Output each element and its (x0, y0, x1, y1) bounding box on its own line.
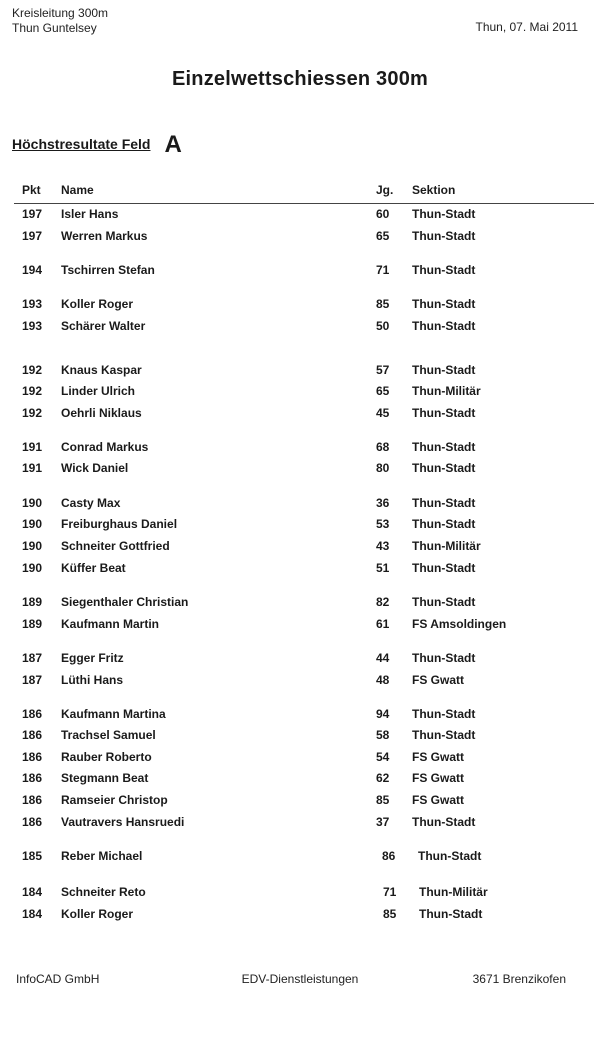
name-cell: Trachsel Samuel (61, 728, 156, 742)
document-date: Thun, 07. Mai 2011 (475, 20, 578, 34)
table-row (0, 461, 600, 479)
table-row (0, 595, 600, 613)
points-cell: 186 (22, 815, 43, 829)
name-cell: Freiburghaus Daniel (61, 517, 178, 531)
birth-year-cell: 58 (376, 728, 390, 742)
birth-year-cell: 53 (376, 517, 390, 531)
column-header-name: Name (61, 183, 94, 197)
birth-year-cell: 82 (376, 595, 390, 609)
birth-year-cell: 85 (376, 793, 390, 807)
birth-year-cell: 43 (376, 539, 390, 553)
column-header-pkt: Pkt (22, 183, 41, 197)
name-cell: Schneiter Reto (61, 885, 146, 899)
birth-year-cell: 50 (376, 319, 390, 333)
section-heading (12, 128, 182, 156)
name-cell: Ramseier Christop (61, 793, 168, 807)
organization-line-2: Thun Guntelsey (12, 21, 97, 35)
table-row (0, 771, 600, 789)
birth-year-cell: 85 (376, 297, 390, 311)
footer-location: 3671 Brenzikofen (472, 972, 566, 986)
table-row (0, 885, 600, 903)
birth-year-cell: 94 (376, 707, 390, 721)
points-cell: 192 (22, 406, 43, 420)
birth-year-cell: 68 (376, 440, 390, 454)
name-cell: Rauber Roberto (61, 750, 152, 764)
section-cell: Thun-Stadt (412, 229, 476, 243)
name-cell: Isler Hans (61, 207, 119, 221)
table-row (0, 849, 600, 867)
birth-year-cell: 44 (376, 651, 390, 665)
section-cell: Thun-Stadt (412, 461, 476, 475)
name-cell: Küffer Beat (61, 561, 126, 575)
points-cell: 186 (22, 771, 43, 785)
table-row (0, 263, 600, 281)
points-cell: 191 (22, 440, 43, 454)
section-cell: FS Amsoldingen (412, 617, 507, 631)
section-letter: A (164, 131, 182, 158)
name-cell: Tschirren Stefan (61, 263, 155, 277)
name-cell: Siegenthaler Christian (61, 595, 189, 609)
points-cell: 185 (22, 849, 43, 863)
section-cell: FS Gwatt (412, 793, 465, 807)
birth-year-cell: 62 (376, 771, 390, 785)
table-row (0, 517, 600, 535)
points-cell: 190 (22, 517, 43, 531)
table-row (0, 297, 600, 315)
section-cell: Thun-Stadt (412, 815, 476, 829)
table-row (0, 793, 600, 811)
section-cell: Thun-Militär (412, 539, 481, 553)
section-cell: Thun-Stadt (412, 496, 476, 510)
table-row (0, 363, 600, 381)
birth-year-cell: 80 (376, 461, 390, 475)
points-cell: 186 (22, 728, 43, 742)
points-cell: 189 (22, 617, 43, 631)
birth-year-cell: 60 (376, 207, 390, 221)
points-cell: 184 (22, 885, 43, 899)
points-cell: 186 (22, 750, 43, 764)
name-cell: Stegmann Beat (61, 771, 149, 785)
points-cell: 192 (22, 384, 43, 398)
footer-company: InfoCAD GmbH (16, 972, 100, 986)
header-rule (14, 203, 594, 204)
points-cell: 194 (22, 263, 43, 277)
points-cell: 192 (22, 363, 43, 377)
section-label: Höchstresultate Feld (12, 136, 151, 152)
table-row (0, 815, 600, 833)
points-cell: 197 (22, 229, 43, 243)
points-cell: 187 (22, 673, 43, 687)
section-cell: Thun-Stadt (418, 849, 482, 863)
name-cell: Koller Roger (61, 907, 134, 921)
name-cell: Schneiter Gottfried (61, 539, 170, 553)
section-cell: Thun-Stadt (412, 363, 476, 377)
section-cell: FS Gwatt (412, 673, 465, 687)
table-row (0, 384, 600, 402)
birth-year-cell: 65 (376, 384, 390, 398)
table-row (0, 651, 600, 669)
birth-year-cell: 85 (383, 907, 397, 921)
points-cell: 193 (22, 297, 43, 311)
name-cell: Koller Roger (61, 297, 134, 311)
table-row (0, 673, 600, 691)
section-cell: Thun-Stadt (412, 207, 476, 221)
section-cell: Thun-Stadt (412, 707, 476, 721)
birth-year-cell: 65 (376, 229, 390, 243)
points-cell: 191 (22, 461, 43, 475)
name-cell: Knaus Kaspar (61, 363, 142, 377)
column-header-jg: Jg. (376, 183, 394, 197)
section-cell: Thun-Stadt (412, 406, 476, 420)
birth-year-cell: 37 (376, 815, 390, 829)
name-cell: Linder Ulrich (61, 384, 136, 398)
organization-line-1: Kreisleitung 300m (12, 6, 109, 20)
name-cell: Reber Michael (61, 849, 143, 863)
table-row (0, 496, 600, 514)
name-cell: Kaufmann Martina (61, 707, 166, 721)
section-cell: Thun-Stadt (412, 651, 476, 665)
table-row (0, 440, 600, 458)
points-cell: 190 (22, 561, 43, 575)
birth-year-cell: 36 (376, 496, 390, 510)
birth-year-cell: 71 (376, 263, 390, 277)
footer-service: EDV-Dienstleistungen (241, 972, 359, 986)
birth-year-cell: 71 (383, 885, 397, 899)
points-cell: 189 (22, 595, 43, 609)
points-cell: 186 (22, 793, 43, 807)
table-row (0, 707, 600, 725)
name-cell: Casty Max (61, 496, 121, 510)
points-cell: 190 (22, 496, 43, 510)
birth-year-cell: 57 (376, 363, 390, 377)
birth-year-cell: 45 (376, 406, 390, 420)
table-row (0, 728, 600, 746)
name-cell: Schärer Walter (61, 319, 146, 333)
table-row (0, 907, 600, 925)
birth-year-cell: 51 (376, 561, 390, 575)
organization-header (12, 6, 108, 36)
section-cell: Thun-Militär (412, 384, 481, 398)
section-cell: FS Gwatt (412, 771, 465, 785)
points-cell: 193 (22, 319, 43, 333)
section-cell: Thun-Stadt (412, 319, 476, 333)
points-cell: 197 (22, 207, 43, 221)
table-row (0, 207, 600, 225)
birth-year-cell: 61 (376, 617, 390, 631)
points-cell: 184 (22, 907, 43, 921)
table-row (0, 406, 600, 424)
name-cell: Oehrli Niklaus (61, 406, 142, 420)
section-cell: Thun-Stadt (412, 561, 476, 575)
birth-year-cell: 48 (376, 673, 390, 687)
column-header-sektion: Sektion (412, 183, 456, 197)
points-cell: 187 (22, 651, 43, 665)
table-row (0, 539, 600, 557)
name-cell: Lüthi Hans (61, 673, 123, 687)
table-row (0, 750, 600, 768)
section-cell: Thun-Stadt (412, 517, 476, 531)
name-cell: Kaufmann Martin (61, 617, 160, 631)
birth-year-cell: 86 (382, 849, 396, 863)
table-row (0, 229, 600, 247)
section-cell: Thun-Stadt (412, 263, 476, 277)
points-cell: 186 (22, 707, 43, 721)
name-cell: Vautravers Hansruedi (61, 815, 185, 829)
section-cell: Thun-Stadt (412, 297, 476, 311)
section-cell: Thun-Militär (419, 885, 488, 899)
table-row (0, 617, 600, 635)
section-cell: Thun-Stadt (412, 440, 476, 454)
table-row (0, 319, 600, 337)
name-cell: Conrad Markus (61, 440, 149, 454)
points-cell: 190 (22, 539, 43, 553)
section-cell: Thun-Stadt (412, 728, 476, 742)
name-cell: Werren Markus (61, 229, 148, 243)
page-title: Einzelwettschiessen 300m (171, 68, 429, 90)
table-row (0, 561, 600, 579)
section-cell: FS Gwatt (412, 750, 465, 764)
section-cell: Thun-Stadt (419, 907, 483, 921)
name-cell: Egger Fritz (61, 651, 124, 665)
name-cell: Wick Daniel (61, 461, 129, 475)
table-header (0, 183, 600, 201)
section-cell: Thun-Stadt (412, 595, 476, 609)
birth-year-cell: 54 (376, 750, 390, 764)
